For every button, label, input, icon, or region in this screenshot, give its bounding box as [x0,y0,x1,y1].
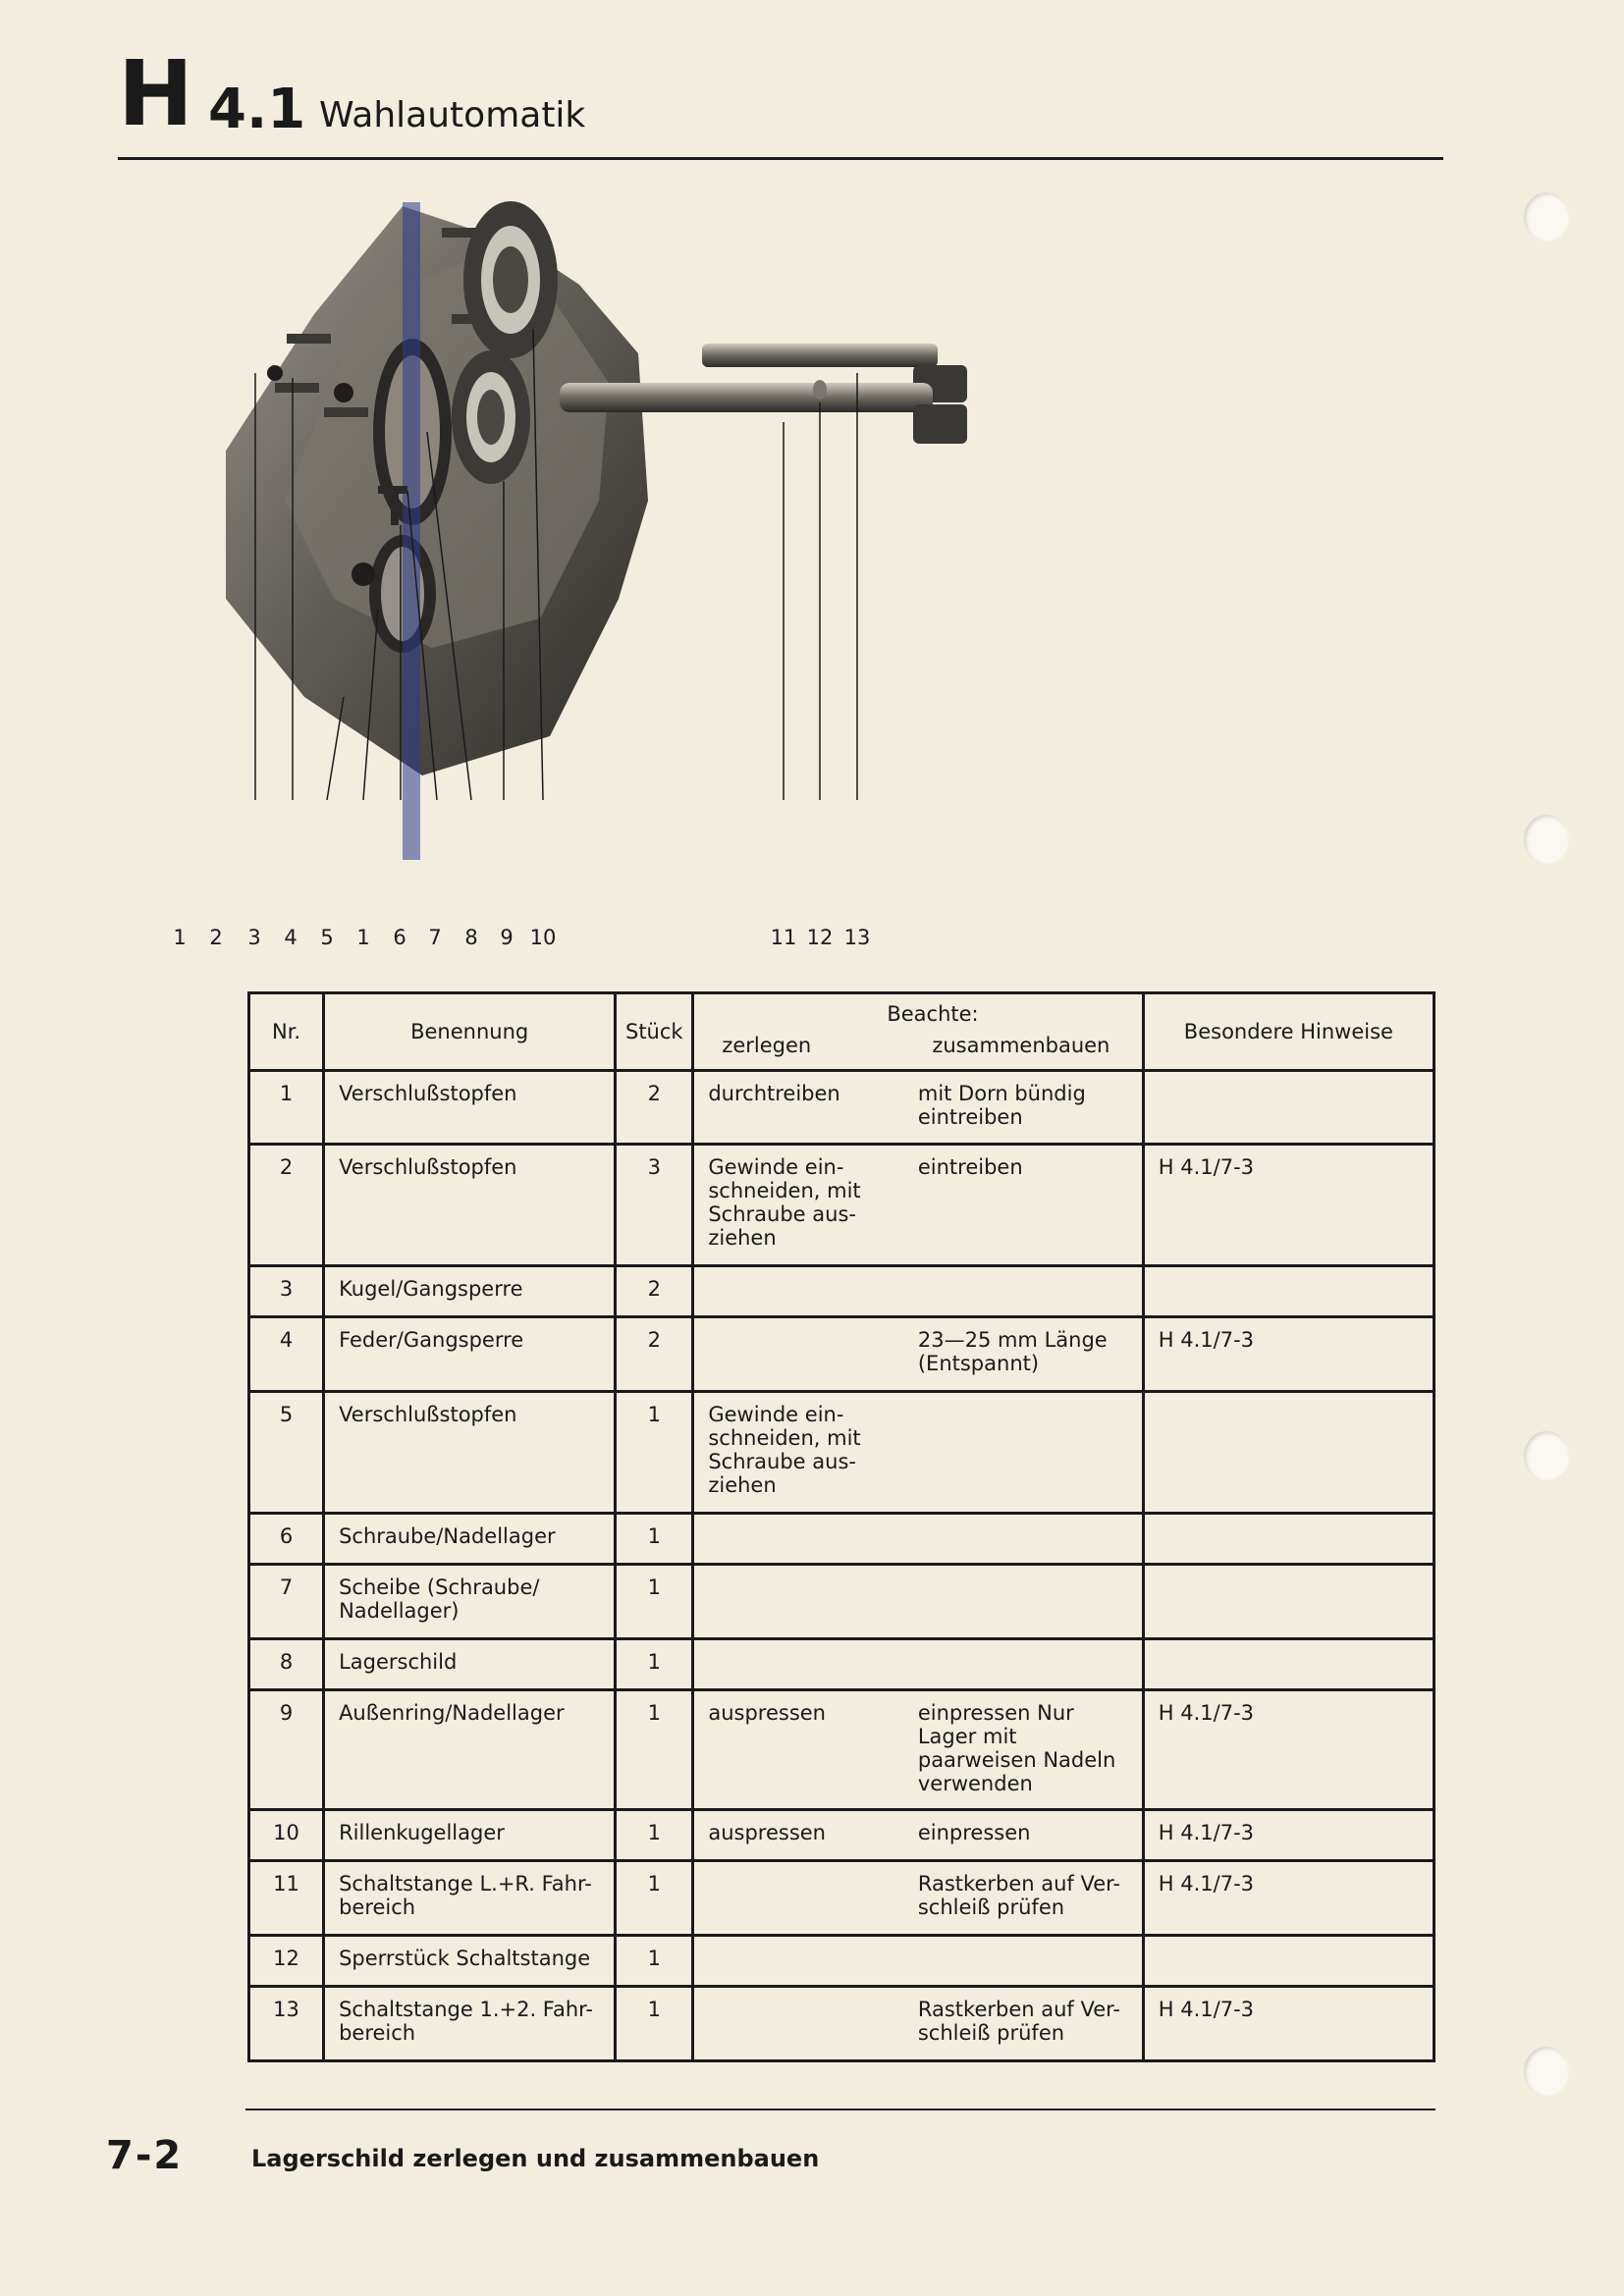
row-qty: 1 [616,1514,693,1565]
row-qty: 1 [616,1392,693,1514]
row-qty: 1 [616,1639,693,1690]
row-notes [1143,1071,1434,1145]
callout-13: 13 [843,926,871,949]
callout-6: 6 [393,926,406,949]
row-disassemble: Gewinde ein-schneiden, mit Schraube aus-ziehen [693,1392,904,1514]
table-row [249,1565,1435,1639]
row-nr: 6 [249,1514,324,1565]
table-row [249,1690,1435,1810]
row-name: Schaltstange 1.+2. Fahr-bereich [324,1987,616,2061]
row-qty: 1 [616,1861,693,1936]
callout-9: 9 [500,926,514,949]
row-name: Feder/Gangsperre [324,1317,616,1392]
row-qty: 1 [616,1690,693,1810]
row-assemble [904,1639,1143,1690]
header-qty: Stück [616,993,693,1071]
row-qty: 3 [616,1145,693,1266]
row-disassemble: durchtreiben [693,1071,904,1145]
callout-10: 10 [529,926,557,949]
punch-hole-2 [1524,815,1569,864]
row-disassemble [693,1861,904,1936]
footer-title: Lagerschild zerlegen und zusammenbauen [251,2145,820,2172]
row-nr: 5 [249,1392,324,1514]
row-notes: H 4.1/7-3 [1143,1690,1434,1810]
table-row [249,1987,1435,2061]
row-qty: 2 [616,1071,693,1145]
header-assemble: zusammenbauen [932,1034,1110,1057]
row-disassemble [693,1936,904,1987]
callout-1: 1 [173,926,187,949]
row-assemble: eintreiben [904,1145,1143,1266]
row-qty: 2 [616,1317,693,1392]
row-qty: 1 [616,1936,693,1987]
row-notes: H 4.1/7-3 [1143,1317,1434,1392]
row-notes [1143,1514,1434,1565]
row-nr: 2 [249,1145,324,1266]
table-row [249,1266,1435,1317]
header-beachte-label: Beachte: [887,1002,979,1026]
row-assemble [904,1392,1143,1514]
header-nr: Nr. [249,993,324,1071]
row-notes: H 4.1/7-3 [1143,1810,1434,1861]
section-letter: H [118,41,193,146]
row-nr: 3 [249,1266,324,1317]
row-disassemble [693,1514,904,1565]
row-notes [1143,1565,1434,1639]
table-row [249,1810,1435,1861]
row-assemble: 23—25 mm Länge (Entspannt) [904,1317,1143,1392]
row-name: Verschlußstopfen [324,1145,616,1266]
row-name: Scheibe (Schraube/ Nadellager) [324,1565,616,1639]
exploded-view-figure [226,187,1453,972]
row-nr: 13 [249,1987,324,2061]
row-notes [1143,1639,1434,1690]
row-name: Kugel/Gangsperre [324,1266,616,1317]
table-row [249,1936,1435,1987]
footer-rule [245,2109,1435,2110]
row-disassemble [693,1987,904,2061]
row-name: Schraube/Nadellager [324,1514,616,1565]
row-nr: 1 [249,1071,324,1145]
row-assemble: mit Dorn bündig eintreiben [904,1071,1143,1145]
table-row [249,1392,1435,1514]
callout-3: 3 [247,926,261,949]
callout-12: 12 [806,926,834,949]
page-header [118,41,1443,147]
row-name: Sperrstück Schaltstange [324,1936,616,1987]
table-row [249,1861,1435,1936]
row-disassemble: auspressen [693,1690,904,1810]
row-assemble: einpressen Nur Lager mit paarweisen Nadeln verwenden [904,1690,1143,1810]
row-assemble [904,1266,1143,1317]
callout-2: 2 [209,926,223,949]
row-name: Außenring/Nadellager [324,1690,616,1810]
page-number: 7-2 [106,2133,184,2178]
punch-hole-4 [1524,2047,1569,2096]
row-nr: 10 [249,1810,324,1861]
row-qty: 1 [616,1810,693,1861]
punch-hole-3 [1524,1431,1569,1480]
row-assemble: Rastkerben auf Ver-schleiß prüfen [904,1987,1143,2061]
parts-table [247,991,1435,2062]
section-number: 4.1 [208,78,306,141]
row-assemble: Rastkerben auf Ver-schleiß prüfen [904,1861,1143,1936]
row-disassemble [693,1317,904,1392]
row-notes [1143,1392,1434,1514]
exploded-view-drawing [226,187,1453,972]
row-name: Rillenkugellager [324,1810,616,1861]
callout-11: 11 [770,926,797,949]
table-row [249,1639,1435,1690]
table-header-row [249,993,1435,1071]
callout-4: 4 [284,926,298,949]
row-notes: H 4.1/7-3 [1143,1861,1434,1936]
row-name: Lagerschild [324,1639,616,1690]
header-notes: Besondere Hinweise [1143,993,1434,1071]
row-nr: 4 [249,1317,324,1392]
row-qty: 2 [616,1266,693,1317]
row-qty: 1 [616,1565,693,1639]
table-row [249,1514,1435,1565]
row-nr: 12 [249,1936,324,1987]
row-assemble [904,1565,1143,1639]
callout-7: 7 [428,926,442,949]
callout-8: 8 [464,926,478,949]
header-disassemble: zerlegen [722,1034,812,1057]
header-name: Benennung [324,993,616,1071]
table-row [249,1317,1435,1392]
row-assemble [904,1514,1143,1565]
row-nr: 8 [249,1639,324,1690]
row-nr: 9 [249,1690,324,1810]
callout-5: 5 [320,926,334,949]
row-disassemble [693,1639,904,1690]
row-assemble [904,1936,1143,1987]
row-disassemble: auspressen [693,1810,904,1861]
header-beachte [693,993,1143,1071]
row-notes [1143,1266,1434,1317]
row-name: Verschlußstopfen [324,1071,616,1145]
row-disassemble: Gewinde ein-schneiden, mit Schraube aus-ziehen [693,1145,904,1266]
row-disassemble [693,1266,904,1317]
row-name: Schaltstange L.+R. Fahr-bereich [324,1861,616,1936]
row-notes [1143,1936,1434,1987]
table-row [249,1071,1435,1145]
page-title: Wahlautomatik [319,95,586,135]
row-name: Verschlußstopfen [324,1392,616,1514]
row-nr: 11 [249,1861,324,1936]
table-row [249,1145,1435,1266]
header-rule [118,157,1443,160]
row-nr: 7 [249,1565,324,1639]
row-assemble: einpressen [904,1810,1143,1861]
row-notes: H 4.1/7-3 [1143,1987,1434,2061]
row-notes: H 4.1/7-3 [1143,1145,1434,1266]
row-qty: 1 [616,1987,693,2061]
punch-hole-1 [1524,192,1569,241]
callout-1b: 1 [356,926,370,949]
row-disassemble [693,1565,904,1639]
